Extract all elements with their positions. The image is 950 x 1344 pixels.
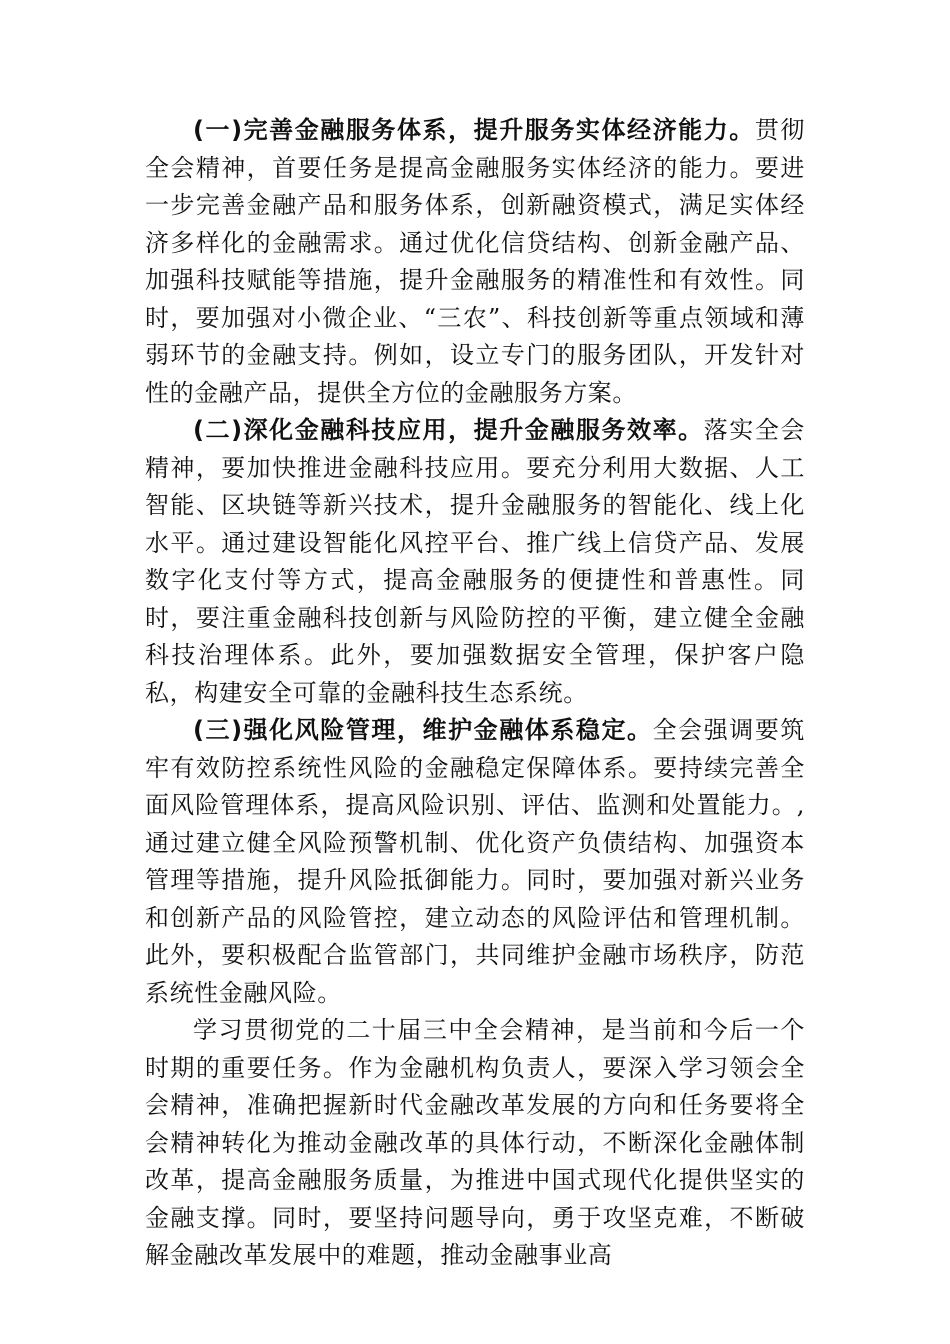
paragraph-text-2: 落实全会精神，要加快推进金融科技应用。要充分利用大数据、人工智能、区块链等新兴技术，提升金融服务的智能化、线上化水平。通过建设智能化风控平台、推广线上信贷产品、发展数字化支付等方式，提高金融服务的便捷性和普惠性。同时，要注重金融科技创新与风险防控的平衡，建立健全金融科技治理体系。此外，要加强数据安全管理，保护客户隐私，构建安全可靠的金融科技生态系统。 bbox=[145, 416, 805, 707]
paragraph-fintech bbox=[145, 412, 805, 712]
paragraph-text-4: 学习贯彻党的二十届三中全会精神，是当前和今后一个时期的重要任务。作为金融机构负责人，要深入学习领会全会精神，准确把握新时代金融改革发展的方向和任务要将全会精神转化为推动金融改革的具体行动，不断深化金融体制改革，提高金融服务质量，为推进中国式现代化提供坚实的金融支撑。同时，要坚持问题导向，勇于攻坚克难，不断破解金融改革发展中的难题，推动金融事业高 bbox=[145, 1016, 805, 1269]
section-heading-1: (一)完善金融服务体系，提升服务实体经济能力。 bbox=[193, 116, 755, 144]
document-body bbox=[145, 112, 805, 1275]
paragraph-conclusion bbox=[145, 1012, 805, 1275]
paragraph-text-1: 贯彻全会精神，首要任务是提高金融服务实体经济的能力。要进一步完善金融产品和服务体系，创新融资模式，满足实体经济多样化的金融需求。通过优化信贷结构、创新金融产品、加强科技赋能等措施，提升金融服务的精准性和有效性。同时，要加强对小微企业、“三农”、科技创新等重点领域和薄弱环节的金融支持。例如，设立专门的服务团队，开发针对性的金融产品，提供全方位的金融服务方案。 bbox=[145, 116, 805, 407]
section-heading-2: (二)深化金融科技应用，提升金融服务效率。 bbox=[193, 416, 704, 444]
paragraph-text-3: 全会强调要筑牢有效防控系统性风险的金融稳定保障体系。要持续完善全面风险管理体系，提高风险识别、评估、监测和处置能力。,通过建立健全风险预警机制、优化资产负债结构、加强资本管理等措施，提升风险抵御能力。同时，要加强对新兴业务和创新产品的风险管控，建立动态的风险评估和管理机制。此外，要积极配合监管部门，共同维护金融市场秩序，防范系统性金融风险。 bbox=[145, 716, 805, 1007]
paragraph-risk-management bbox=[145, 712, 805, 1012]
section-heading-3: (三)强化风险管理，维护金融体系稳定。 bbox=[193, 716, 653, 744]
paragraph-financial-services bbox=[145, 112, 805, 412]
